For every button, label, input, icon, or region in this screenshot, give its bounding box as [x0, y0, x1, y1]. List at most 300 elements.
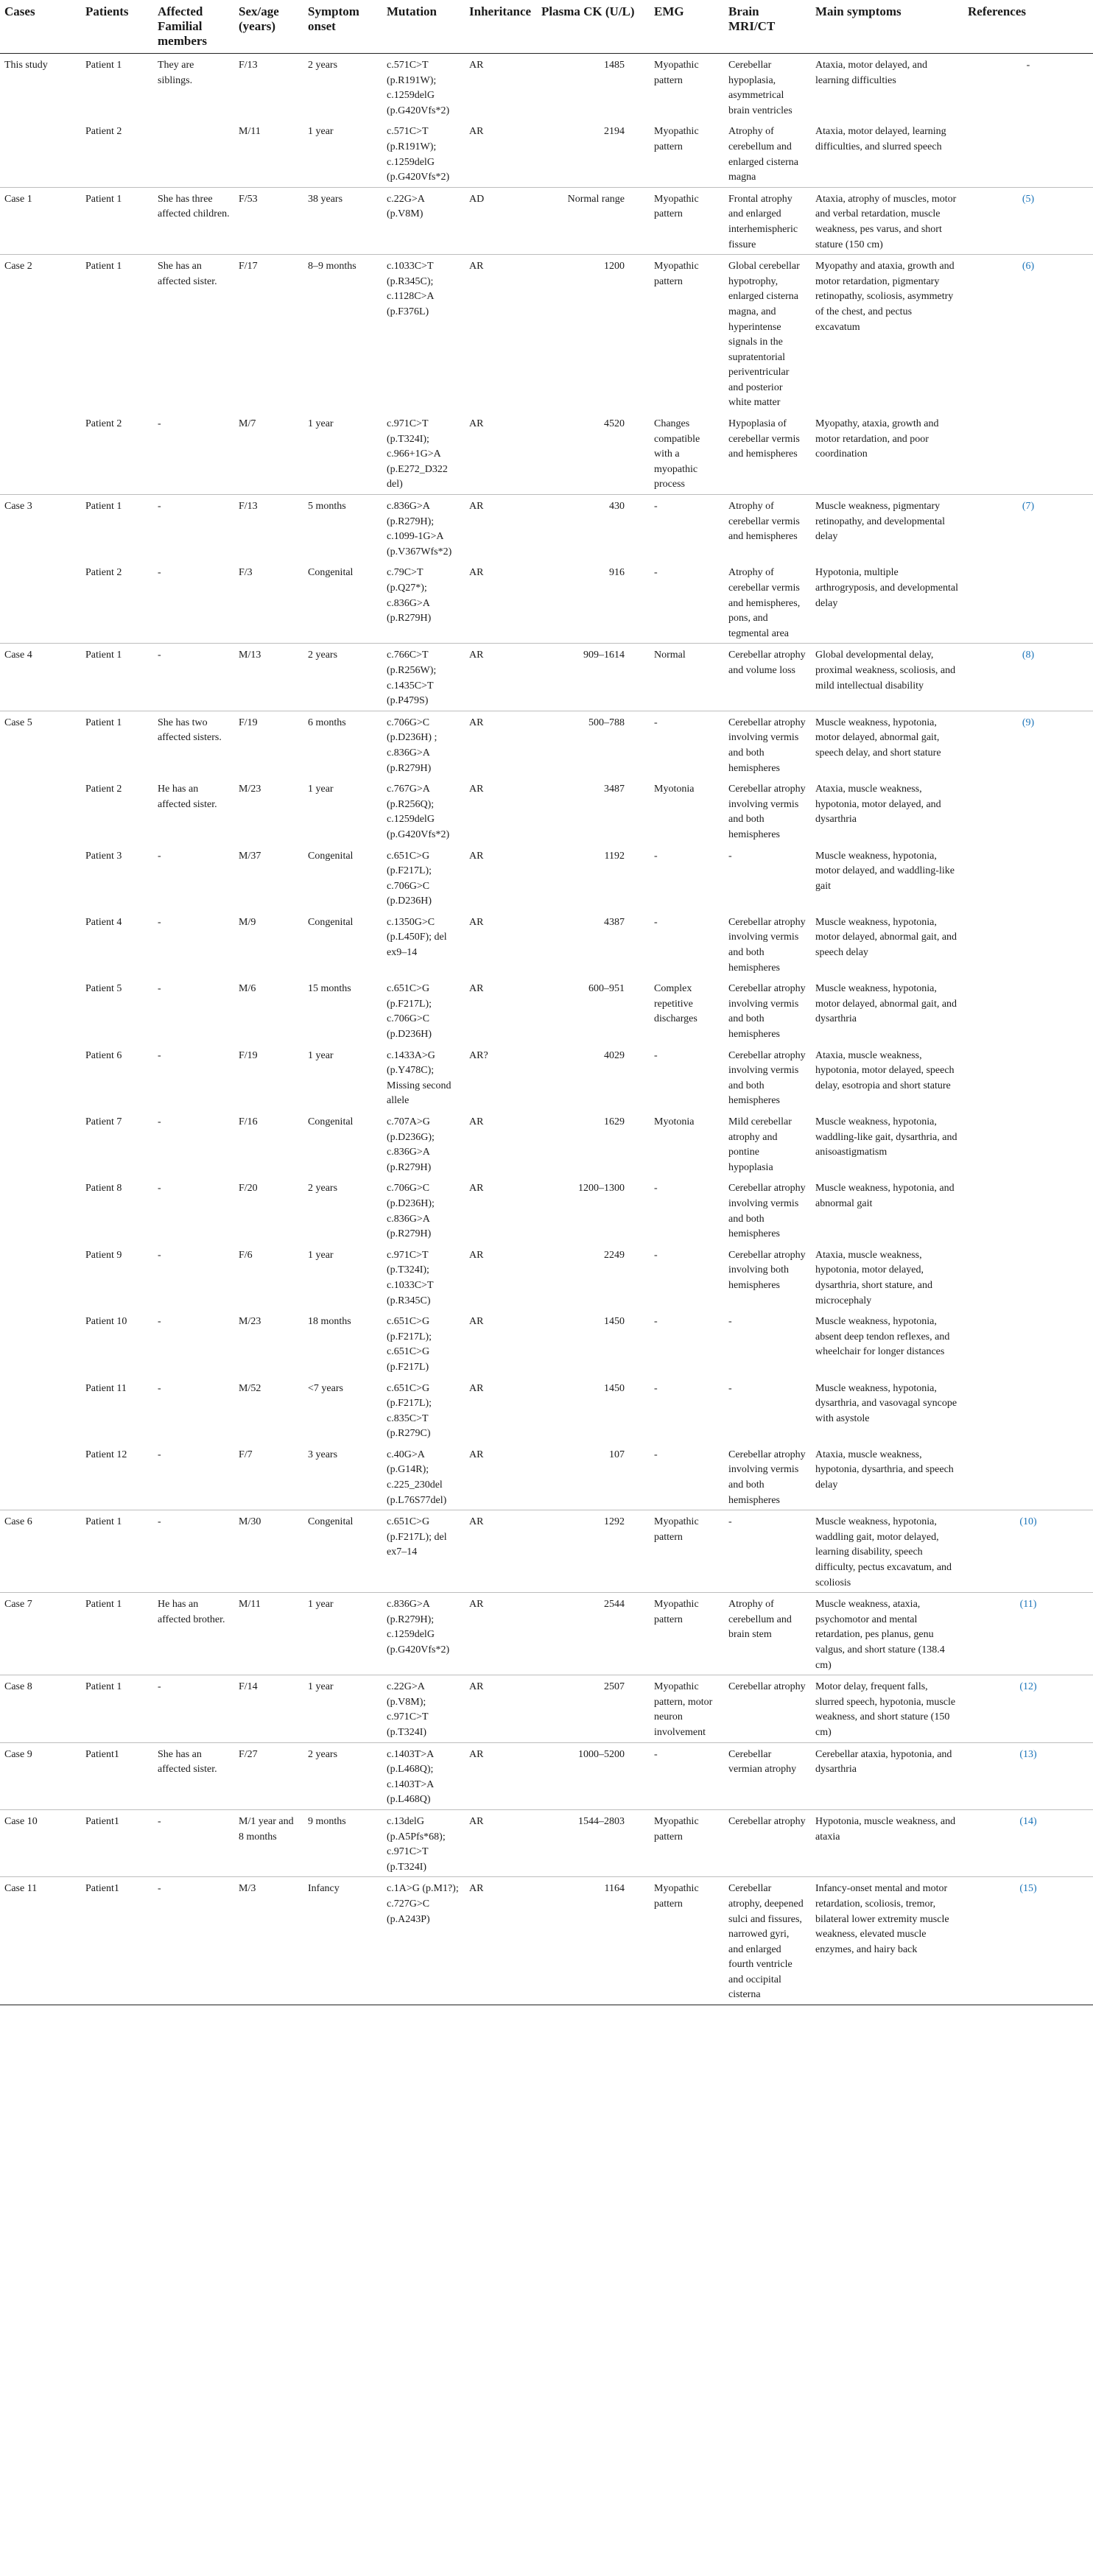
cell-mutation: c.571C>T (p.R191W); c.1259delG (p.G420Vfs*2): [387, 60, 450, 116]
cell-onset: 38 years: [303, 187, 382, 254]
cell-reference: [963, 1111, 1093, 1177]
cell-inheritance: AR: [469, 784, 484, 795]
cell-inheritance: AR: [469, 1249, 484, 1261]
cell-mutation: c.1A>G (p.M1?); c.727G>C (p.A243P): [382, 1877, 465, 2005]
cell-onset: 1 year: [308, 126, 334, 138]
cell-main-symptoms: Ataxia, motor delayed, learning difficulties, and slurred speech: [815, 126, 946, 152]
cell-plasma-ck: 1192: [604, 850, 625, 862]
cell-familial: [153, 120, 234, 187]
cell-case: Case 9: [0, 1742, 81, 1809]
cell-emg: Myotonia: [654, 1116, 695, 1127]
cell-onset: 2 years: [308, 1183, 338, 1194]
cell-emg: -: [654, 567, 658, 579]
table-row: [0, 412, 1093, 494]
cell-brain-mri: -: [728, 1382, 732, 1394]
cell-brain-mri: Cerebellar atrophy involving vermis and both hemispheres: [728, 1183, 806, 1240]
cell-patient: Patient1: [81, 1877, 153, 2005]
cell-sex-age: M/37: [239, 850, 261, 862]
header-symptom-onset: Symptom onset: [303, 0, 382, 54]
cell-patient: Patient 5: [85, 983, 122, 995]
cell-patient: Patient 1: [81, 495, 153, 562]
cell-main-symptoms: Ataxia, muscle weakness, hypotonia, motor delayed, dysarthria, short stature, and microcephaly: [815, 1249, 933, 1306]
cell-emg: Myopathic pattern, motor neuron involvement: [650, 1675, 724, 1742]
cell-emg: -: [654, 1249, 658, 1261]
cell-onset: <7 years: [308, 1382, 343, 1394]
cell-sex-age: F/17: [234, 255, 303, 412]
cell-sex-age: M/1 year and 8 months: [234, 1809, 303, 1876]
cell-reference: [963, 778, 1093, 844]
table-row: [0, 911, 1093, 977]
cell-sex-age: M/7: [239, 418, 256, 430]
cell-main-symptoms: Muscle weakness, pigmentary retinopathy, and developmental delay: [811, 495, 963, 562]
cell-inheritance: AR: [465, 711, 537, 778]
table-row: [0, 120, 1093, 187]
cell-familial: She has three affected children.: [153, 187, 234, 254]
cell-sex-age: M/13: [234, 644, 303, 711]
cell-patient: Patient 1: [81, 187, 153, 254]
cell-inheritance: AR: [465, 1675, 537, 1742]
table-row: [0, 644, 1093, 711]
cell-familial: -: [158, 1116, 161, 1127]
cell-inheritance: AR: [469, 1449, 484, 1460]
cell-sex-age: F/7: [239, 1449, 253, 1460]
cell-onset: 2 years: [303, 1742, 382, 1809]
header-main-symptoms: Main symptoms: [811, 0, 963, 54]
cell-brain-mri: Cerebellar atrophy: [724, 1809, 811, 1876]
cell-reference: [963, 1244, 1093, 1310]
reference-link[interactable]: (14): [1019, 1815, 1037, 1827]
cell-brain-mri: Atrophy of cerebellar vermis and hemispheres: [724, 495, 811, 562]
cell-patient: Patient 11: [85, 1382, 127, 1394]
cell-emg: Myopathic pattern: [654, 60, 699, 86]
cell-plasma-ck: 1450: [604, 1382, 625, 1394]
cell-main-symptoms: Ataxia, atrophy of muscles, motor and verbal retardation, muscle weakness, pes varus, and short stature (150 cm): [811, 187, 963, 254]
cell-emg: -: [654, 850, 658, 862]
cell-plasma-ck: 1200–1300: [578, 1183, 625, 1194]
reference-link[interactable]: (13): [1019, 1748, 1037, 1760]
cell-emg: -: [650, 711, 724, 778]
table-body: [0, 54, 1093, 2005]
cell-sex-age: F/13: [239, 60, 258, 71]
cell-reference: [963, 1593, 1093, 1675]
cell-emg: -: [654, 1449, 658, 1460]
cell-inheritance: AR: [465, 1593, 537, 1675]
cell-patient: Patient 2: [85, 126, 122, 138]
cell-main-symptoms: Motor delay, frequent falls, slurred speech, hypotonia, muscle weakness, and short stature (150 cm): [811, 1675, 963, 1742]
cell-mutation: c.22G>A (p.V8M); c.971C>T (p.T324I): [382, 1675, 465, 1742]
cell-reference: -: [1026, 60, 1030, 71]
cell-onset: 1 year: [303, 1593, 382, 1675]
cell-reference: [963, 412, 1093, 494]
cell-brain-mri: Atrophy of cerebellum and brain stem: [724, 1593, 811, 1675]
cell-reference: [963, 187, 1093, 254]
cell-emg: -: [654, 1316, 658, 1328]
cell-brain-mri: Cerebellar atrophy involving vermis and both hemispheres: [728, 916, 806, 974]
cell-inheritance: AR: [469, 850, 484, 862]
cell-onset: 2 years: [308, 60, 338, 71]
cell-brain-mri: Cerebellar atrophy: [724, 1675, 811, 1742]
cell-inheritance: AR: [469, 1316, 484, 1328]
cell-emg: Normal: [650, 644, 724, 711]
cell-reference: [963, 1742, 1093, 1809]
table-row: [0, 845, 1093, 911]
cell-onset: 5 months: [303, 495, 382, 562]
cell-mutation: c.706G>C (p.D236H) ; c.836G>A (p.R279H): [382, 711, 465, 778]
table-row: [0, 1809, 1093, 1876]
cell-sex-age: F/19: [239, 1049, 258, 1061]
cell-patient: Patient 3: [85, 850, 122, 862]
cell-emg: -: [650, 1742, 724, 1809]
header-brain-mri-ct: Brain MRI/CT: [724, 0, 811, 54]
cell-case: [0, 1111, 81, 1177]
cell-patient: Patient 1: [81, 1675, 153, 1742]
cell-mutation: c.651C>G (p.F217L); c.706G>C (p.D236H): [387, 983, 432, 1041]
cell-main-symptoms: Muscle weakness, hypotonia, absent deep tendon reflexes, and wheelchair for longer distances: [815, 1316, 950, 1358]
cell-emg: Complex repetitive discharges: [654, 983, 697, 1025]
cell-brain-mri: -: [728, 850, 732, 862]
table-row: [0, 561, 1093, 643]
cell-main-symptoms: Global developmental delay, proximal weakness, scoliosis, and mild intellectual disability: [811, 644, 963, 711]
cell-mutation: c.79C>T (p.Q27*); c.836G>A (p.R279H): [387, 567, 432, 624]
cell-case: [0, 1377, 81, 1443]
cell-mutation: c.1403T>A (p.L468Q); c.1403T>A (p.L468Q): [382, 1742, 465, 1809]
table-row: [0, 495, 1093, 562]
cell-onset: 8–9 months: [303, 255, 382, 412]
cell-case: Case 11: [0, 1877, 81, 2005]
cell-plasma-ck: 2249: [604, 1249, 625, 1261]
header-emg: EMG: [650, 0, 724, 54]
cell-plasma-ck: 1292: [537, 1510, 650, 1593]
table-row: [0, 1742, 1093, 1809]
cell-case: [0, 1244, 81, 1310]
cell-familial: She has two affected sisters.: [153, 711, 234, 778]
table-row: [0, 711, 1093, 778]
cell-mutation: c.707A>G (p.D236G); c.836G>A (p.R279H): [387, 1116, 435, 1173]
table-row: [0, 1377, 1093, 1443]
cell-sex-age: M/23: [239, 1316, 261, 1328]
cell-sex-age: M/11: [234, 1593, 303, 1675]
header-cases: Cases: [0, 0, 81, 54]
cell-mutation: c.1033C>T (p.R345C); c.1128C>A (p.F376L): [382, 255, 465, 412]
cell-reference: [963, 711, 1093, 778]
cell-familial: -: [153, 1675, 234, 1742]
cell-patient: Patient 1: [81, 1593, 153, 1675]
cell-sex-age: M/52: [239, 1382, 261, 1394]
reference-link[interactable]: (6): [1022, 261, 1035, 272]
header-row: [0, 0, 1093, 54]
table-row: [0, 1443, 1093, 1510]
cell-case: [0, 412, 81, 494]
table-row: [0, 1510, 1093, 1593]
cell-reference: [963, 255, 1093, 412]
cell-brain-mri: Cerebellar atrophy involving vermis and both hemispheres: [728, 1049, 806, 1107]
cell-mutation: c.651C>G (p.F217L); c.651C>G (p.F217L): [387, 1316, 432, 1373]
cell-main-symptoms: Muscle weakness, hypotonia, motor delayed, abnormal gait, and dysarthria: [815, 983, 957, 1025]
table-row: [0, 1877, 1093, 2005]
cell-emg: -: [654, 1049, 658, 1061]
cell-mutation: c.971C>T (p.T324I); c.1033C>T (p.R345C): [387, 1249, 434, 1306]
cell-familial: He has an affected sister.: [158, 784, 217, 810]
cell-reference: [963, 1809, 1093, 1876]
cell-patient: Patient 1: [81, 255, 153, 412]
cell-plasma-ck: 916: [609, 567, 625, 579]
cell-inheritance: AR: [469, 1382, 484, 1394]
cell-onset: 2 years: [303, 644, 382, 711]
cell-main-symptoms: Cerebellar ataxia, hypotonia, and dysarthria: [811, 1742, 963, 1809]
reference-link[interactable]: (8): [1022, 650, 1035, 661]
cell-brain-mri: Hypoplasia of cerebellar vermis and hemispheres: [728, 418, 800, 460]
cell-sex-age: M/3: [234, 1877, 303, 2005]
cell-mutation: c.22G>A (p.V8M): [382, 187, 465, 254]
cell-brain-mri: Cerebellar atrophy and volume loss: [724, 644, 811, 711]
cell-mutation: c.767G>A (p.R256Q); c.1259delG (p.G420Vfs*2): [387, 784, 450, 840]
reference-link[interactable]: (11): [1019, 1599, 1037, 1611]
cell-familial: -: [158, 1449, 161, 1460]
cell-case: [0, 120, 81, 187]
cell-reference: [963, 911, 1093, 977]
cell-brain-mri: Mild cerebellar atrophy and pontine hypoplasia: [728, 1116, 792, 1173]
cell-onset: 15 months: [308, 983, 351, 995]
cell-reference: [963, 1377, 1093, 1443]
cell-onset: 6 months: [303, 711, 382, 778]
cell-mutation: c.706G>C (p.D236H); c.836G>A (p.R279H): [387, 1183, 435, 1240]
cell-onset: 1 year: [308, 418, 334, 430]
cell-case: [0, 561, 81, 643]
cell-inheritance: AR: [469, 983, 484, 995]
cell-case: This study: [4, 60, 48, 71]
cell-reference: [963, 845, 1093, 911]
cell-case: Case 10: [0, 1809, 81, 1876]
cell-onset: Congenital: [303, 1510, 382, 1593]
cell-familial: -: [158, 1382, 161, 1394]
cell-emg: Changes compatible with a myopathic process: [654, 418, 700, 490]
cell-inheritance: AR?: [469, 1049, 488, 1061]
cell-case: [0, 1310, 81, 1376]
header-affected-familial-members: Affected Familial members: [153, 0, 234, 54]
cell-brain-mri: Global cerebellar hypotrophy, enlarged cisterna magna, and hyperintense signals in the supratentorial periventricular and posterior white matter: [724, 255, 811, 412]
reference-link[interactable]: (9): [1022, 717, 1035, 728]
cell-patient: Patient1: [81, 1809, 153, 1876]
cell-case: Case 2: [0, 255, 81, 412]
cell-onset: 9 months: [303, 1809, 382, 1876]
cell-onset: Congenital: [308, 850, 354, 862]
cell-sex-age: F/27: [234, 1742, 303, 1809]
cell-patient: Patient 6: [85, 1049, 122, 1061]
cell-familial: -: [153, 1877, 234, 2005]
cell-emg: -: [654, 1382, 658, 1394]
cell-mutation: c.651C>G (p.F217L); del ex7–14: [382, 1510, 465, 1593]
cell-familial: -: [153, 1510, 234, 1593]
cell-sex-age: F/3: [239, 567, 253, 579]
cell-familial: -: [158, 983, 161, 995]
cell-emg: Myopathic pattern: [650, 1510, 724, 1593]
cell-emg: Myotonia: [654, 784, 695, 795]
cell-inheritance: AR: [469, 60, 484, 71]
cell-onset: 1 year: [308, 1249, 334, 1261]
cell-case: Case 7: [0, 1593, 81, 1675]
cell-mutation: c.766C>T (p.R256W); c.1435C>T (p.P479S): [382, 644, 465, 711]
cell-reference: [963, 1510, 1093, 1593]
cell-mutation: c.40G>A (p.G14R); c.225_230del (p.L76S77del): [387, 1449, 447, 1506]
cell-mutation: c.651C>G (p.F217L); c.835C>T (p.R279C): [387, 1382, 432, 1440]
cell-mutation: c.836G>A (p.R279H); c.1099-1G>A (p.V367Wfs*2): [382, 495, 465, 562]
cell-plasma-ck: 4387: [604, 916, 625, 928]
cell-patient: Patient 10: [85, 1316, 127, 1328]
cell-brain-mri: Cerebellar vermian atrophy: [724, 1742, 811, 1809]
cell-case: [0, 911, 81, 977]
cell-case: [0, 1044, 81, 1111]
header-patients: Patients: [81, 0, 153, 54]
cell-inheritance: AR: [469, 1183, 484, 1194]
header-sex-age: Sex/age (years): [234, 0, 303, 54]
cell-mutation: c.571C>T (p.R191W); c.1259delG (p.G420Vfs*2): [387, 126, 450, 183]
reference-link[interactable]: (12): [1019, 1681, 1037, 1693]
cell-patient: Patient 1: [81, 711, 153, 778]
cell-emg: Myopathic pattern: [650, 1593, 724, 1675]
cell-familial: She has an affected sister.: [153, 1742, 234, 1809]
cell-patient: Patient1: [81, 1742, 153, 1809]
cell-sex-age: F/6: [239, 1249, 253, 1261]
cell-familial: -: [158, 1183, 161, 1194]
cell-familial: -: [158, 1316, 161, 1328]
cell-plasma-ck: 1629: [604, 1116, 625, 1127]
cell-brain-mri: Cerebellar atrophy involving vermis and both hemispheres: [724, 711, 811, 778]
cell-plasma-ck: 909–1614: [537, 644, 650, 711]
cell-onset: 18 months: [308, 1316, 351, 1328]
cell-familial: -: [153, 495, 234, 562]
cell-plasma-ck: 2544: [537, 1593, 650, 1675]
cell-familial: -: [158, 850, 161, 862]
cell-familial: -: [158, 1249, 161, 1261]
cell-reference: [963, 120, 1093, 187]
cell-sex-age: M/6: [239, 983, 256, 995]
cell-plasma-ck: 1450: [604, 1316, 625, 1328]
table-row: [0, 1044, 1093, 1111]
table-row: [0, 1244, 1093, 1310]
cell-sex-age: F/14: [234, 1675, 303, 1742]
cell-familial: -: [158, 418, 161, 430]
cell-plasma-ck: 1485: [604, 60, 625, 71]
cell-sex-age: M/11: [239, 126, 261, 138]
cell-main-symptoms: Muscle weakness, hypotonia, motor delayed, abnormal gait, and speech delay: [815, 916, 957, 959]
cell-onset: 1 year: [308, 784, 334, 795]
reference-link[interactable]: (15): [1019, 1883, 1037, 1895]
cell-main-symptoms: Muscle weakness, hypotonia, motor delayed, and waddling-like gait: [815, 850, 955, 892]
cell-plasma-ck: 1000–5200: [537, 1742, 650, 1809]
table-row: [0, 1111, 1093, 1177]
table-row: [0, 54, 1093, 121]
cell-patient: Patient 4: [85, 916, 122, 928]
reference-link[interactable]: (7): [1022, 501, 1035, 513]
cell-inheritance: AR: [469, 916, 484, 928]
cell-case: [0, 1443, 81, 1510]
cell-plasma-ck: 1164: [537, 1877, 650, 2005]
cell-brain-mri: Atrophy of cerebellar vermis and hemispheres, pons, and tegmental area: [728, 567, 801, 639]
cell-plasma-ck: 430: [537, 495, 650, 562]
cell-patient: Patient 12: [85, 1449, 127, 1460]
cell-inheritance: AR: [469, 567, 484, 579]
table-row: [0, 1675, 1093, 1742]
cell-main-symptoms: Myopathy, ataxia, growth and motor retardation, and poor coordination: [815, 418, 939, 460]
cell-case: Case 3: [0, 495, 81, 562]
cell-familial: -: [158, 1049, 161, 1061]
cell-plasma-ck: 500–788: [537, 711, 650, 778]
cell-plasma-ck: 3487: [604, 784, 625, 795]
cell-reference: [963, 1675, 1093, 1742]
cell-brain-mri: Cerebellar atrophy involving vermis and both hemispheres: [728, 784, 806, 840]
cell-plasma-ck: Normal range: [537, 187, 650, 254]
cell-inheritance: AD: [465, 187, 537, 254]
cell-plasma-ck: 600–951: [588, 983, 625, 995]
cell-onset: Infancy: [303, 1877, 382, 2005]
cell-familial: -: [158, 916, 161, 928]
cell-brain-mri: Cerebellar atrophy, deepened sulci and fissures, narrowed gyri, and enlarged fourth ventricle and occipital cisterna: [724, 1877, 811, 2005]
cell-inheritance: AR: [469, 1116, 484, 1127]
table-row: [0, 778, 1093, 844]
cell-emg: -: [650, 495, 724, 562]
cell-main-symptoms: Infancy-onset mental and motor retardation, scoliosis, tremor, bilateral lower extremity muscle weakness, elevated muscle enzymes, and hairy back: [811, 1877, 963, 2005]
cell-mutation: c.1433A>G (p.Y478C); Missing second allele: [387, 1049, 451, 1107]
cell-sex-age: F/13: [234, 495, 303, 562]
cell-reference: [963, 1177, 1093, 1243]
cell-main-symptoms: Muscle weakness, hypotonia, waddling-like gait, dysarthria, and anisoastigmatism: [815, 1116, 957, 1158]
cell-reference: [963, 644, 1093, 711]
cell-inheritance: AR: [465, 255, 537, 412]
reference-link[interactable]: (10): [1019, 1516, 1037, 1528]
header-mutation: Mutation: [382, 0, 465, 54]
cell-case: Case 8: [0, 1675, 81, 1742]
cell-emg: -: [654, 916, 658, 928]
cell-familial: -: [158, 567, 161, 579]
cell-case: [0, 977, 81, 1044]
cell-case: [0, 1177, 81, 1243]
cell-sex-age: F/16: [239, 1116, 258, 1127]
cell-emg: Myopathic pattern: [654, 126, 699, 152]
cell-onset: 1 year: [308, 1049, 334, 1061]
cell-familial: -: [153, 644, 234, 711]
cell-case: Case 1: [0, 187, 81, 254]
cell-brain-mri: Atrophy of cerebellum and enlarged cisterna magna: [728, 126, 798, 183]
cell-main-symptoms: Hypotonia, muscle weakness, and ataxia: [811, 1809, 963, 1876]
reference-link[interactable]: (5): [1022, 193, 1035, 205]
cell-brain-mri: -: [728, 1316, 732, 1328]
cell-patient: Patient 2: [85, 567, 122, 579]
cell-mutation: c.1350G>C (p.L450F); del ex9–14: [387, 916, 447, 959]
cell-patient: Patient 9: [85, 1249, 122, 1261]
cell-emg: Myopathic pattern: [650, 255, 724, 412]
cell-plasma-ck: 1200: [537, 255, 650, 412]
cell-brain-mri: Cerebellar atrophy involving vermis and both hemispheres: [728, 983, 806, 1041]
cell-sex-age: F/53: [234, 187, 303, 254]
cell-familial: They are siblings.: [158, 60, 194, 86]
cell-plasma-ck: 4520: [604, 418, 625, 430]
cell-main-symptoms: Myopathy and ataxia, growth and motor retardation, pigmentary retinopathy, scoliosis, asymmetry of the chest, and pectus excavatum: [811, 255, 963, 412]
table-row: [0, 977, 1093, 1044]
cell-onset: Congenital: [308, 916, 354, 928]
cell-main-symptoms: Ataxia, muscle weakness, hypotonia, dysarthria, and speech delay: [815, 1449, 954, 1491]
cell-main-symptoms: Ataxia, muscle weakness, hypotonia, motor delayed, speech delay, esotropia and short stature: [815, 1049, 955, 1091]
cell-case: [0, 845, 81, 911]
cell-inheritance: AR: [469, 126, 484, 138]
cell-emg: Myopathic pattern: [650, 187, 724, 254]
cell-sex-age: F/20: [239, 1183, 258, 1194]
cell-reference: [963, 561, 1093, 643]
cell-sex-age: M/23: [239, 784, 261, 795]
cell-sex-age: F/19: [234, 711, 303, 778]
cell-mutation: c.971C>T (p.T324I); c.966+1G>A (p.E272_D322 del): [387, 418, 448, 490]
cell-mutation: c.651C>G (p.F217L); c.706G>C (p.D236H): [387, 850, 432, 907]
cell-main-symptoms: Hypotonia, multiple arthrogryposis, and developmental delay: [815, 567, 959, 609]
